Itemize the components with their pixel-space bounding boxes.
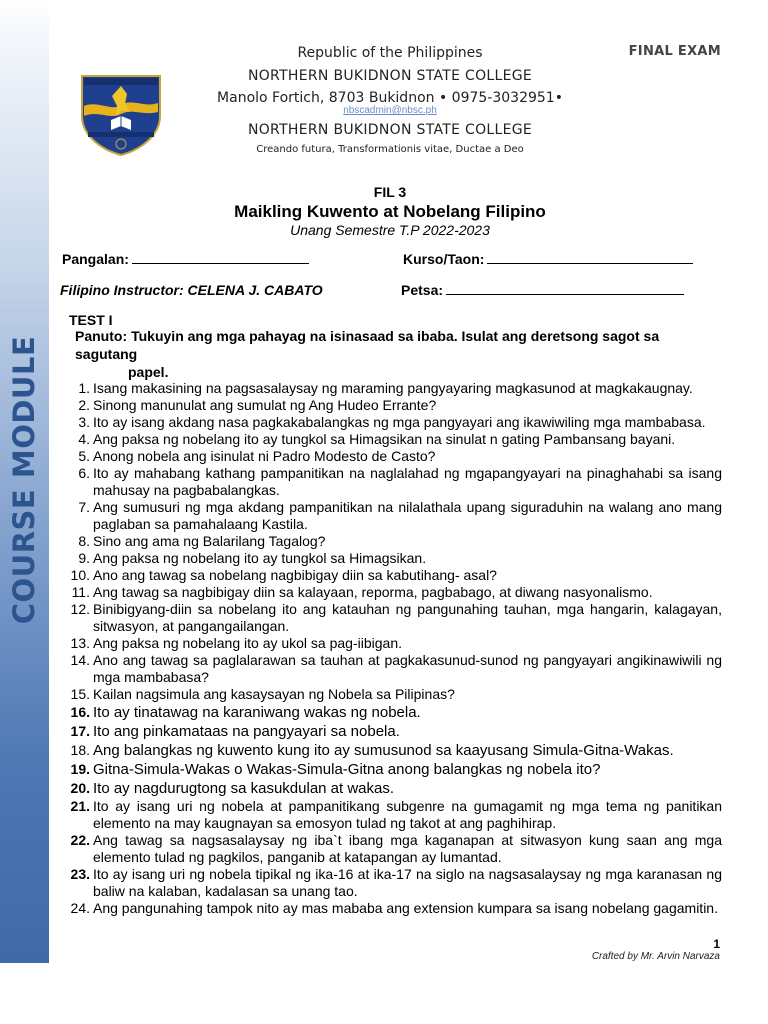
- question-text: Ito ay isang uri ng nobela tipikal ng ika-16 at ika-17 na siglo na nagsasalaysay ng mga karanasan ng baliw na kalaban, kadalasan sa unang tao.: [93, 866, 722, 899]
- question-text: Ang balangkas ng kuwento kung ito ay sumusunod sa kaayusang Simula-Gitna-Wakas.: [93, 742, 674, 759]
- instruction-label: Panuto:: [75, 328, 128, 344]
- question-item: [60, 703, 722, 722]
- question-text: Ito ay tinatawag na karaniwang wakas ng nobela.: [93, 704, 421, 721]
- college-motto: Creando futura, Transformationis vitae, Ductae a Deo: [256, 144, 524, 155]
- question-text: Ang tawag sa nagsasalaysay ng iba`t ibang mga kaganapan at sitwasyon kung saan ang mga elemento tulad ng pagkilos, panganib at katapangan ay lumantad.: [93, 832, 722, 865]
- question-text: Isang makasining na pagsasalaysay ng maraming pangyayaring magkasunod at magkakaugnay.: [93, 380, 693, 396]
- question-text: Ito ang pinkamataas na pangyayari sa nobela.: [93, 723, 400, 740]
- question-text: Ang paksa ng nobelang ito ay ukol sa pag-iibigan.: [93, 635, 402, 651]
- question-item: [60, 448, 722, 465]
- question-item: [60, 414, 722, 431]
- question-number: 24.: [70, 900, 90, 916]
- question-number: 23.: [70, 866, 90, 882]
- exam-type-label: FINAL EXAM: [628, 44, 721, 59]
- course-year-field: [403, 251, 693, 267]
- date-label: Petsa:: [401, 282, 444, 298]
- question-text: Ito ay nagdurugtong sa kasukdulan at wakas.: [93, 780, 395, 797]
- question-item: [60, 722, 722, 741]
- question-text: Ang tawag sa nagbibigay diin sa kalayaan, reporma, pagbabago, at diwang nasyonalismo.: [93, 584, 653, 600]
- college-name-repeat: NORTHERN BUKIDNON STATE COLLEGE: [247, 122, 533, 138]
- course-module-sidebar: [0, 0, 49, 963]
- instructor-field: Filipino Instructor: CELENA J. CABATO: [60, 282, 323, 298]
- name-label: Pangalan:: [62, 251, 129, 267]
- question-number: 1.: [78, 380, 90, 396]
- question-item: [60, 380, 722, 397]
- question-number: 15.: [70, 686, 90, 702]
- crafted-by-credit: Crafted by Mr. Arvin Narvaza: [591, 951, 720, 962]
- college-address: Manolo Fortich, 8703 Bukidnon • 0975-3032951•: [217, 90, 563, 106]
- course-code: FIL 3: [373, 184, 407, 200]
- question-item: [60, 686, 722, 703]
- question-item: [60, 533, 722, 550]
- question-text: Ito ay mahabang kathang pampanitikan na naglalahad ng mgapangyayari na pinaghahabi sa isang mahusay na pagbabalangkas.: [93, 465, 722, 498]
- question-text: Gitna-Simula-Wakas o Wakas-Simula-Gitna anong balangkas ng nobela ito?: [93, 761, 601, 778]
- question-item: [60, 652, 722, 686]
- question-text: Ang pangunahing tampok nito ay mas mababa ang extension kumpara sa isang nobelang gagamitin.: [93, 900, 718, 916]
- question-number: 13.: [70, 635, 90, 651]
- question-text: Anong nobela ang isinulat ni Padro Modesto de Casto?: [93, 448, 436, 464]
- question-item: [60, 798, 722, 832]
- instruction-text: Tukuyin ang mga pahayag na isinasaad sa ibaba. Isulat ang deretsong sagot sa sagutang: [75, 328, 660, 362]
- course-title-block: [100, 184, 680, 238]
- question-item: [60, 635, 722, 652]
- letterhead: [180, 46, 600, 155]
- question-text: Binibigyang-diin sa nobelang ito ang katauhan ng pangunahing tauhan, mga hangarin, kalagayan, sitwasyon, at pangangailangan.: [93, 601, 722, 634]
- question-item: [60, 397, 722, 414]
- question-number: 2.: [78, 397, 90, 413]
- question-number: 21.: [70, 798, 90, 814]
- question-item: [60, 832, 722, 866]
- question-number: 7.: [78, 499, 90, 515]
- question-number: 17.: [70, 723, 90, 739]
- college-email-link[interactable]: nbscadmin@nbsc.ph: [343, 105, 437, 116]
- question-number: 3.: [78, 414, 90, 430]
- name-blank[interactable]: [132, 251, 309, 264]
- question-item: [60, 741, 722, 760]
- question-number: 18.: [70, 742, 90, 758]
- question-number: 5.: [78, 448, 90, 464]
- question-text: Sino ang ama ng Balarilang Tagalog?: [93, 533, 326, 549]
- question-item: [60, 550, 722, 567]
- question-item: [60, 567, 722, 584]
- question-item: [60, 584, 722, 601]
- question-number: 11.: [71, 584, 90, 600]
- question-item: [60, 601, 722, 635]
- course-year-label: Kurso/Taon:: [403, 251, 485, 267]
- question-number: 10.: [70, 567, 90, 583]
- instruction-continuation: papel.: [128, 364, 169, 380]
- question-list: [60, 380, 722, 917]
- sidebar-label: COURSE MODULE: [7, 335, 41, 625]
- question-text: Ang sumusuri ng mga akdang pampanitikan na nilalathala upang siguraduhin na walang ano mang paglaban sa pamahalaang Kastila.: [93, 499, 722, 532]
- date-blank[interactable]: [446, 282, 684, 295]
- question-text: Kailan nagsimula ang kasaysayan ng Nobela sa Pilipinas?: [93, 686, 455, 702]
- semester-line: Unang Semestre T.P 2022-2023: [290, 222, 490, 238]
- question-text: Ang paksa ng nobelang ito ay tungkol sa Himagsikan.: [93, 550, 427, 566]
- test-heading: TEST I: [69, 312, 113, 328]
- date-field: [401, 282, 684, 298]
- question-text: Ito ay isang akdang nasa pagkakabalangkas ng mga pangyayari ang ikawiwiling mga mambabasa.: [93, 414, 706, 430]
- course-title: Maikling Kuwento at Nobelang Filipino: [234, 202, 546, 221]
- question-number: 22.: [70, 832, 90, 848]
- question-item: [60, 465, 722, 499]
- question-item: [60, 760, 722, 779]
- name-field: [62, 251, 309, 267]
- question-number: 16.: [70, 704, 90, 720]
- question-number: 9.: [78, 550, 90, 566]
- question-text: Ano ang tawag sa paglalarawan sa tauhan at pagkakasunud-sunod ng pangyayari angikinawiwili ng mga mambabasa?: [93, 652, 722, 685]
- republic-line: Republic of the Philippines: [297, 45, 483, 61]
- question-text: Sinong manunulat ang sumulat ng Ang Hudeo Errante?: [93, 397, 437, 413]
- instructions: [75, 327, 725, 381]
- question-number: 14.: [70, 652, 90, 668]
- question-text: Ano ang tawag sa nobelang nagbibigay diin sa kabutihang- asal?: [93, 567, 497, 583]
- question-item: [60, 866, 722, 900]
- question-item: [60, 431, 722, 448]
- page-number: 1: [713, 937, 720, 951]
- question-item: [60, 779, 722, 798]
- question-number: 6.: [78, 465, 90, 481]
- question-number: 20.: [70, 780, 90, 796]
- question-item: [60, 900, 722, 917]
- question-number: 19.: [70, 761, 90, 777]
- question-text: Ito ay isang uri ng nobela at pampanitikang subgenre na gumagamit ng mga tema ng panitikan elemento na may kaugnayan sa emosyon tulad ng takot at ang paghihirap.: [93, 798, 722, 831]
- course-year-blank[interactable]: [487, 251, 693, 264]
- question-number: 4.: [78, 431, 90, 447]
- college-name: NORTHERN BUKIDNON STATE COLLEGE: [247, 68, 533, 84]
- college-logo: [78, 72, 164, 156]
- question-number: 8.: [78, 533, 90, 549]
- question-text: Ang paksa ng nobelang ito ay tungkol sa Himagsikan na sinulat n gating Pambansang bayani.: [93, 431, 676, 447]
- question-number: 12.: [70, 601, 90, 617]
- question-item: [60, 499, 722, 533]
